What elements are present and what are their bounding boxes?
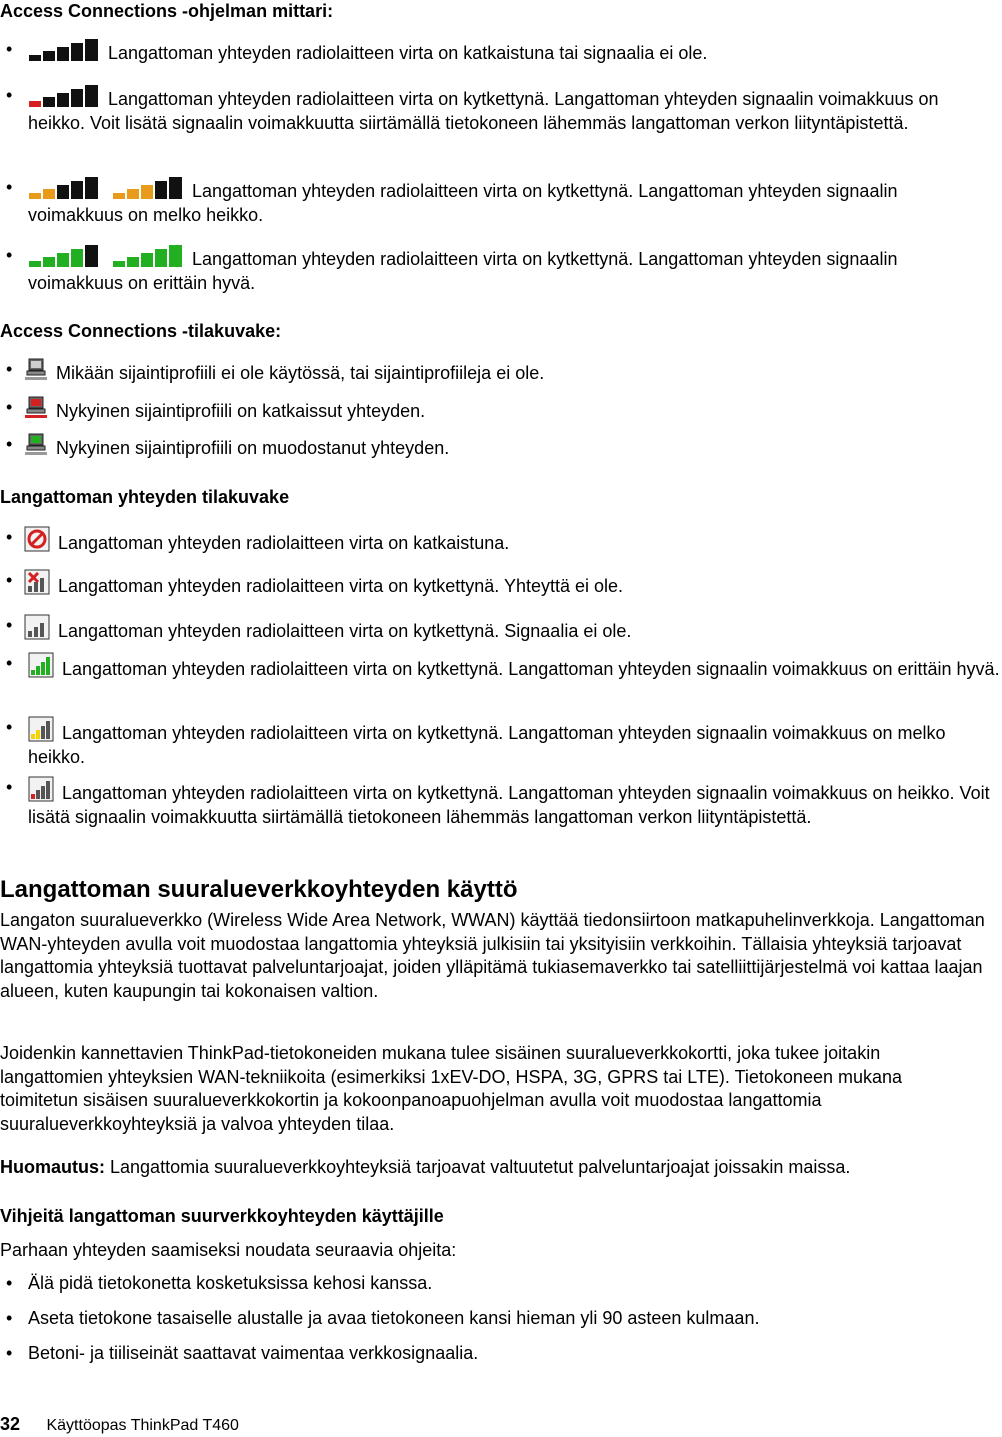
wan-paragraph-2: Joidenkin kannettavien ThinkPad-tietokoneiden mukana tulee sisäinen suuralueverkkokortti, joka tukee joitakin langattomien yhteyksien WAN-tekniikoita (esimerkiksi 1xEV-DO, HSPA, 3G, GPRS tai LTE). Tietokoneen mukana toimitetun sisäisen suuralueverkkokortin ja kokoonpanoapuohjelman avulla voit muodostaa langattomia suuralueverkkoyhteyksiä ja valvoa yhteyden tilaa. xyxy=(0,1043,903,1134)
meter-title: Access Connections -ohjelman mittari: xyxy=(0,1,334,21)
meter-item-4-text: Langattoman yhteyden radiolaitteen virta on kytkettynä. Langattoman yhteyden signaalin voimakkuus on erittäin hyvä. xyxy=(28,249,898,293)
bullet: • xyxy=(6,1273,13,1293)
tip-item-3 xyxy=(0,1342,478,1366)
wireless-item-1 xyxy=(0,526,509,556)
page-footer xyxy=(0,1414,239,1436)
meter-item-3 xyxy=(0,176,960,227)
bullet: • xyxy=(6,570,13,590)
meter-item-2-text: Langattoman yhteyden radiolaitteen virta on kytkettynä. Langattoman yhteyden signaalin voimakkuus on heikko. Voit lisätä signaalin voimakkuutta siirtämällä tietokoneen lähemmäs langattoman verkon liityntäpistettä. xyxy=(28,89,939,133)
bullet: • xyxy=(6,1308,13,1328)
wireless-item-4 xyxy=(0,652,1000,682)
signal-bars-red-icon xyxy=(28,84,100,108)
bullet: • xyxy=(6,245,13,265)
wan-paragraph-1: Langaton suuralueverkko (Wireless Wide Area Network, WWAN) käyttää tiedonsiirtoon matkapuhelinverkkoja. Langattoman WAN-yhteyden avulla voit muodostaa langattomia yhteyksiä julkisiin tai yksityisiin verkkoihin. Tällaisia yhteyksiä tarjoavat langattomia yhteyksiä tuottavat palveluntarjoajat, joiden ylläpitämä tukiasemaverkko tai satelliittijärjestelmä voi kattaa laajan alueen, kuten kaupungin tai kokonaisen valtion. xyxy=(0,910,985,1001)
status-item-1 xyxy=(0,358,544,386)
wireless-item-6 xyxy=(0,776,1000,829)
meter-item-1 xyxy=(0,38,1000,66)
status-item-1-text: Mikään sijaintiprofiili ei ole käytössä, tai sijaintiprofiileja ei ole. xyxy=(56,363,545,383)
wireless-item-5 xyxy=(0,716,1000,769)
bullet: • xyxy=(6,359,13,379)
tip-item-3-text: Betoni- ja tiiliseinät saattavat vaimentaa verkkosignaalia. xyxy=(28,1343,479,1363)
computer-gray-icon xyxy=(24,358,48,382)
bullet: • xyxy=(6,177,13,197)
tip-item-2 xyxy=(0,1307,759,1331)
status-item-2-text: Nykyinen sijaintiprofiili on katkaissut yhteyden. xyxy=(56,401,426,421)
signal-bars-gray-icon xyxy=(28,38,100,62)
page-number: 32 xyxy=(0,1414,21,1434)
meter-item-2 xyxy=(0,84,980,135)
bullet: • xyxy=(6,39,13,59)
wireless-status-title: Langattoman yhteyden tilakuvake xyxy=(0,487,290,507)
footer-title: Käyttöopas ThinkPad T460 xyxy=(46,1417,239,1434)
wireless-off-icon xyxy=(24,526,50,552)
bullet: • xyxy=(6,653,13,673)
bullet: • xyxy=(6,527,13,547)
signal-bars-orange-3-icon xyxy=(112,176,184,200)
bullet: • xyxy=(6,434,13,454)
wireless-no-connection-icon xyxy=(24,569,50,595)
wan-note xyxy=(0,1156,850,1180)
wireless-item-2 xyxy=(0,569,623,599)
bullet: • xyxy=(6,1343,13,1363)
signal-bars-orange-2-icon xyxy=(28,176,100,200)
wireless-item-1-text: Langattoman yhteyden radiolaitteen virta on katkaistuna. xyxy=(58,533,510,553)
signal-bars-green-4-icon xyxy=(28,244,100,268)
computer-red-icon xyxy=(24,396,48,420)
signal-bars-green-5-icon xyxy=(112,244,184,268)
status-item-3-text: Nykyinen sijaintiprofiili on muodostanut yhteyden. xyxy=(56,438,450,458)
meter-item-1-text: Langattoman yhteyden radiolaitteen virta on katkaistuna tai signaalia ei ole. xyxy=(108,43,708,63)
status-item-3 xyxy=(0,433,449,461)
tips-intro: Parhaan yhteyden saamiseksi noudata seuraavia ohjeita: xyxy=(0,1240,457,1260)
tip-item-2-text: Aseta tietokone tasaiselle alustalle ja avaa tietokoneen kansi hieman yli 90 asteen kulmaan. xyxy=(28,1308,760,1328)
status-item-2 xyxy=(0,396,425,424)
wireless-excellent-icon xyxy=(28,652,54,678)
wireless-poor-icon xyxy=(28,776,54,802)
computer-green-icon xyxy=(24,433,48,457)
wan-heading: Langattoman suuralueverkkoyhteyden käyttö xyxy=(0,876,518,903)
tip-item-1 xyxy=(0,1272,432,1296)
wireless-no-signal-icon xyxy=(24,614,50,640)
wireless-item-4-text: Langattoman yhteyden radiolaitteen virta on kytkettynä. Langattoman yhteyden signaalin voimakkuus on erittäin hyvä. xyxy=(62,659,1000,679)
bullet: • xyxy=(6,85,13,105)
note-label: Huomautus: xyxy=(0,1157,105,1177)
bullet: • xyxy=(6,615,13,635)
meter-item-4 xyxy=(0,244,960,295)
bullet: • xyxy=(6,397,13,417)
meter-item-3-text: Langattoman yhteyden radiolaitteen virta on kytkettynä. Langattoman yhteyden signaalin voimakkuus on melko heikko. xyxy=(28,181,898,225)
wireless-item-5-text: Langattoman yhteyden radiolaitteen virta on kytkettynä. Langattoman yhteyden signaalin voimakkuus on melko heikko. xyxy=(28,723,946,767)
status-icon-title: Access Connections -tilakuvake: xyxy=(0,321,282,341)
wireless-item-3-text: Langattoman yhteyden radiolaitteen virta on kytkettynä. Signaalia ei ole. xyxy=(58,621,632,641)
tip-item-1-text: Älä pidä tietokonetta kosketuksissa kehosi kanssa. xyxy=(28,1273,433,1293)
wireless-item-2-text: Langattoman yhteyden radiolaitteen virta on kytkettynä. Yhteyttä ei ole. xyxy=(58,576,624,596)
wireless-marginal-icon xyxy=(28,716,54,742)
wireless-item-3 xyxy=(0,614,631,644)
bullet: • xyxy=(6,777,13,797)
bullet: • xyxy=(6,717,13,737)
note-text: Langattomia suuralueverkkoyhteyksiä tarjoavat valtuutetut palveluntarjoajat joissakin maissa. xyxy=(110,1157,851,1177)
wireless-item-6-text: Langattoman yhteyden radiolaitteen virta on kytkettynä. Langattoman yhteyden signaalin voimakkuus on heikko. Voit lisätä signaalin voimakkuutta siirtämällä tietokoneen lähemmäs langattoman verkon liityntäpistettä. xyxy=(28,783,990,827)
tips-title: Vihjeitä langattoman suurverkkoyhteyden käyttäjille xyxy=(0,1206,444,1226)
